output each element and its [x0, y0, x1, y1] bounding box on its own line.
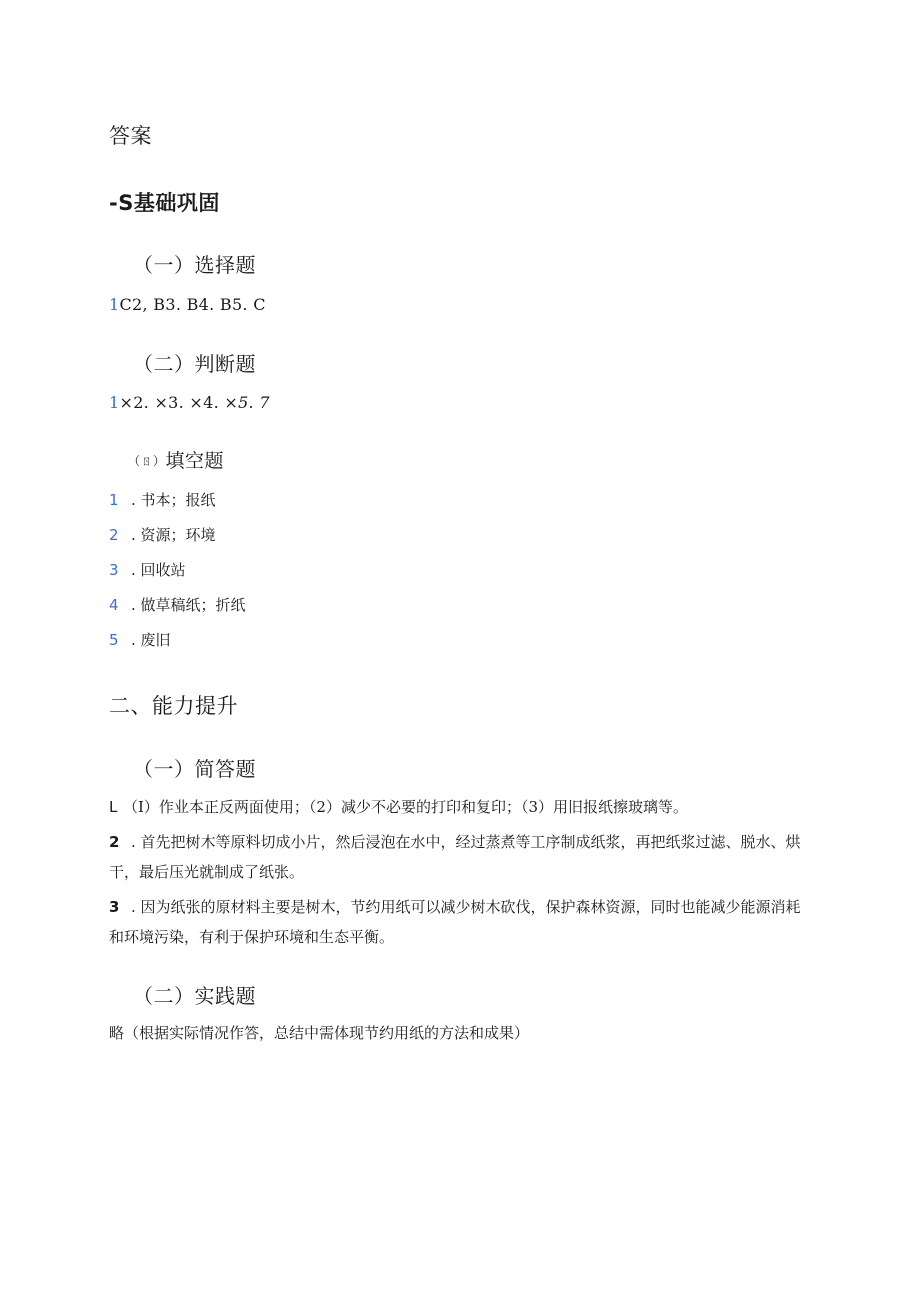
list-item-number: 5	[109, 631, 119, 649]
list-item-number: 1	[109, 491, 119, 509]
list-item-text: . 资源；环境	[131, 526, 216, 544]
short-answer-item	[109, 827, 809, 887]
short-answer-item	[109, 792, 809, 822]
list-item-text: . 做草稿纸；折纸	[131, 596, 246, 614]
list-item	[109, 489, 216, 510]
judge-answer-tail: 5. 7	[238, 393, 270, 412]
list-item	[109, 594, 246, 615]
list-item	[109, 629, 171, 650]
judge-heading: （二）判断题	[133, 352, 256, 376]
choice-heading: （一）选择题	[133, 253, 256, 277]
choice-first-number: 1	[109, 295, 120, 314]
practice-answer: 略（根据实际情况作答，总结中需体现节约用纸的方法和成果）	[109, 1024, 530, 1042]
short-answer-number: L	[109, 798, 118, 816]
judge-answers	[109, 393, 270, 412]
practice-heading: （二）实践题	[133, 984, 256, 1008]
section-heading-basic: -S基础巩固	[109, 191, 220, 215]
short-answer-text: . 首先把树木等原料切成小片，然后浸泡在水中，经过蒸煮等工序制成纸浆，再把纸浆过滤、脱水、烘干，最后压光就制成了纸张。	[109, 833, 801, 881]
list-item-number: 3	[109, 561, 119, 579]
short-answer-text: （I）作业本正反两面使用；（2）减少不必要的打印和复印；（3）用旧报纸擦玻璃等。	[123, 798, 689, 816]
choice-answers	[109, 295, 266, 314]
list-item-text: . 书本；报纸	[131, 491, 216, 509]
judge-first-number: 1	[109, 393, 120, 412]
short-answer-number: 3	[109, 898, 120, 916]
judge-answer-text: ×2. ×3. ×4. ×	[119, 393, 239, 412]
short-answer-text: . 因为纸张的原材料主要是树木，节约用纸可以减少树木砍伐，保护森林资源，同时也能减少能源消耗和环境污染，有利于保护环境和生态平衡。	[109, 898, 801, 946]
list-item-text: . 废旧	[131, 631, 171, 649]
list-item-number: 2	[109, 526, 119, 544]
fill-heading	[128, 446, 224, 473]
short-answer-heading: （一）简答题	[133, 757, 256, 781]
list-item	[109, 524, 216, 545]
list-item-number: 4	[109, 596, 119, 614]
fill-heading-mark: （ㄖ）	[128, 454, 166, 468]
list-item-text: . 回收站	[131, 561, 186, 579]
fill-heading-text: 填空题	[165, 450, 225, 472]
section-heading-ability: 二、能力提升	[109, 694, 238, 718]
page-title: 答案	[109, 124, 152, 148]
short-answer-item	[109, 892, 809, 952]
short-answer-number: 2	[109, 833, 120, 851]
list-item	[109, 559, 186, 580]
choice-answer-text: C2, B3. B4. B5. C	[119, 295, 266, 314]
